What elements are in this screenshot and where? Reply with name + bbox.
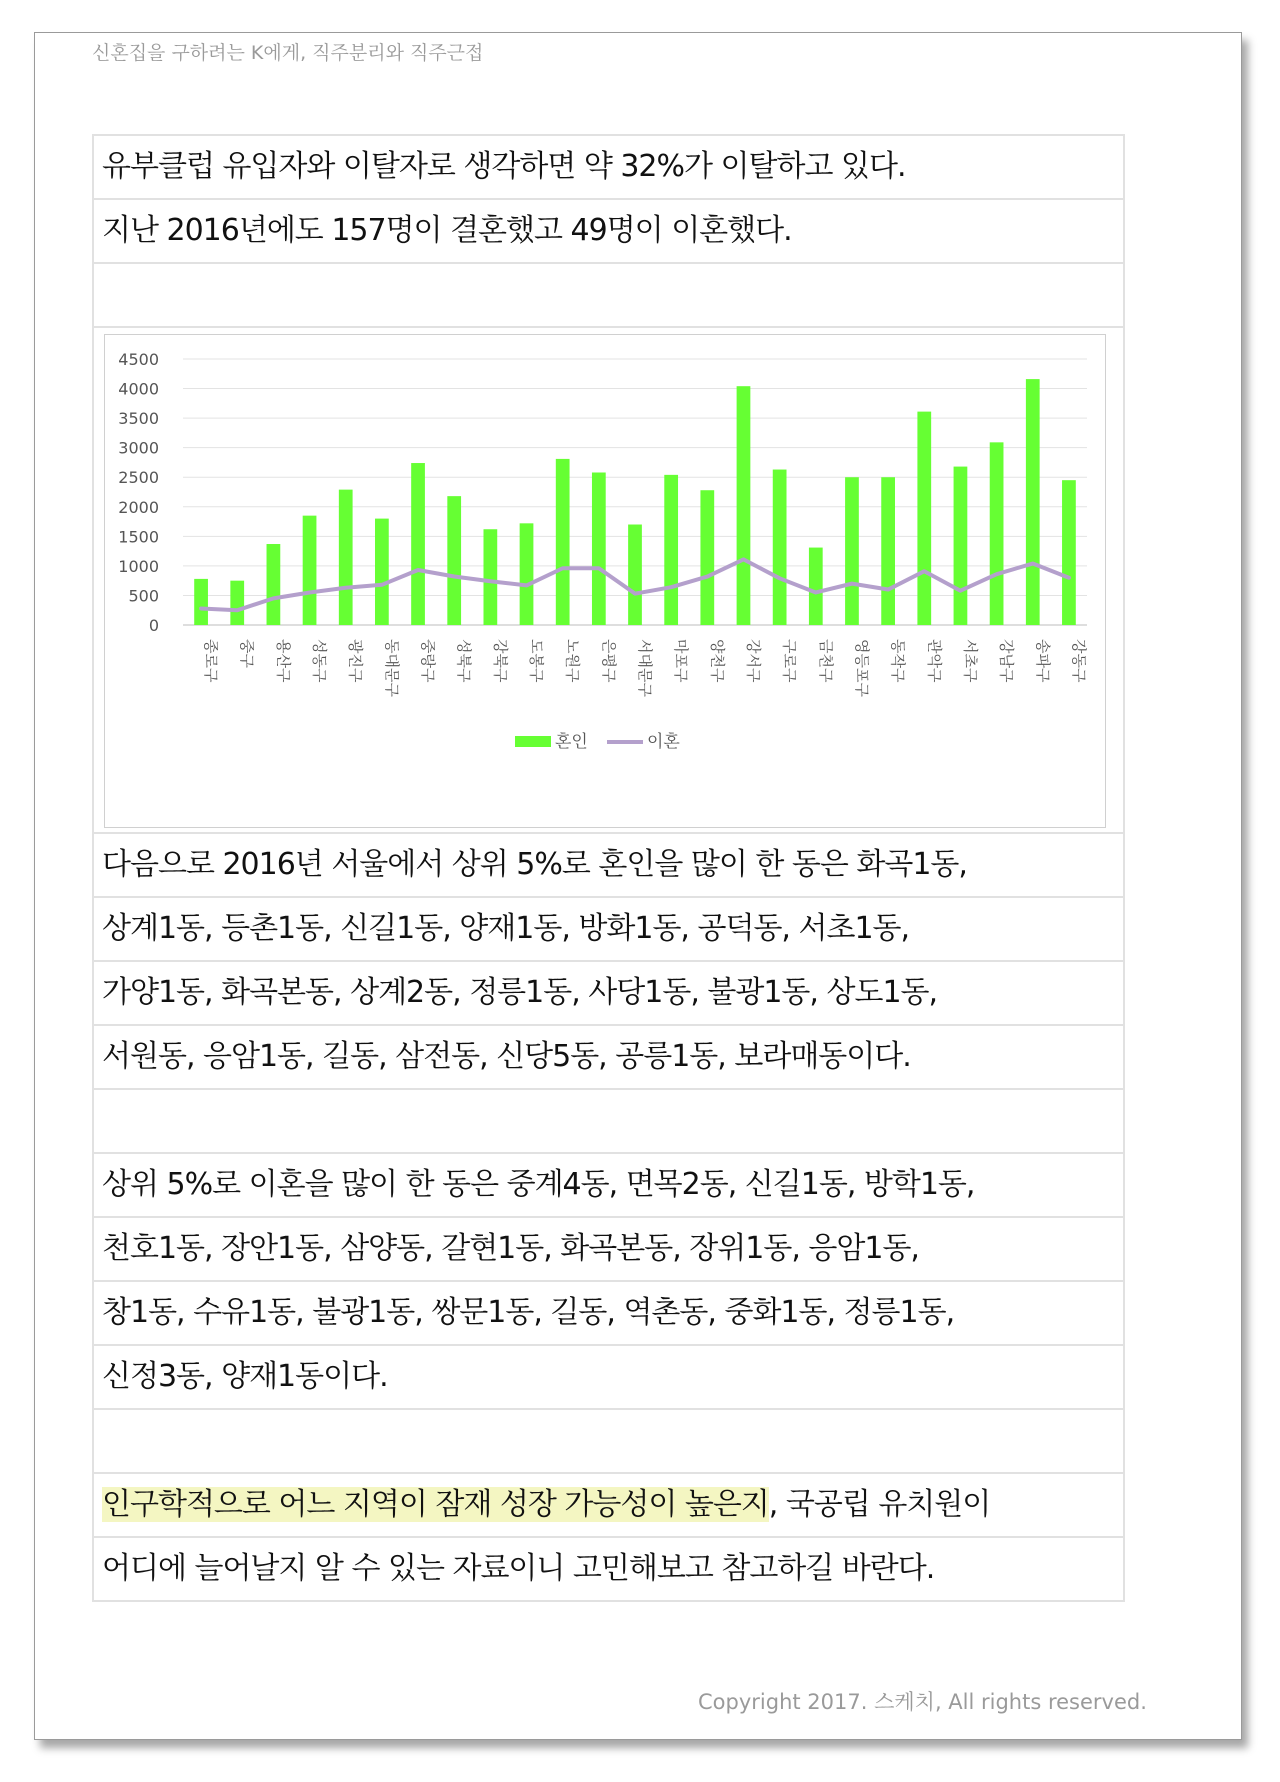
bar-혼인 xyxy=(447,496,461,625)
x-tick-label: 구로구 xyxy=(780,639,799,683)
y-tick-label: 0 xyxy=(148,616,159,635)
text-line: 유부클럽 유입자와 이탈자로 생각하면 약 32%가 이탈하고 있다. xyxy=(94,136,1123,200)
text-line: 신정3동, 양재1동이다. xyxy=(94,1346,1123,1410)
marriage-divorce-chart xyxy=(105,335,1105,827)
chart-row xyxy=(94,328,1123,834)
x-tick-label: 서대문구 xyxy=(636,639,654,697)
empty-row xyxy=(94,264,1123,328)
x-tick-label: 강남구 xyxy=(997,639,1016,683)
bar-혼인 xyxy=(194,579,208,625)
bar-혼인 xyxy=(375,519,389,625)
y-tick-label: 500 xyxy=(128,586,159,606)
text-line: 상계1동, 등촌1동, 신길1동, 양재1동, 방화1동, 공덕동, 서초1동, xyxy=(94,898,1123,962)
y-tick-label: 4500 xyxy=(118,350,159,369)
x-tick-label: 노원구 xyxy=(563,639,582,683)
bar-혼인 xyxy=(267,544,281,625)
bar-혼인 xyxy=(483,529,497,625)
bar-혼인 xyxy=(556,459,570,625)
x-tick-label: 동작구 xyxy=(889,639,908,683)
legend-label-divorce: 이혼 xyxy=(647,732,680,752)
text-line: 상위 5%로 이혼을 많이 한 동은 중계4동, 면목2동, 신길1동, 방학1동, xyxy=(94,1154,1123,1218)
x-tick-label: 성북구 xyxy=(455,639,474,683)
page-header-title: 신혼집을 구하려는 K에게, 직주분리와 직주근접 xyxy=(92,42,484,64)
y-tick-label: 1500 xyxy=(118,527,159,547)
x-tick-label: 중구 xyxy=(238,639,257,668)
y-tick-label: 3000 xyxy=(118,438,159,458)
x-tick-label: 마포구 xyxy=(672,639,691,683)
bar-혼인 xyxy=(339,490,353,625)
bar-혼인 xyxy=(664,475,678,625)
x-tick-label: 중랑구 xyxy=(419,639,438,683)
x-tick-label: 강동구 xyxy=(1069,639,1088,683)
y-tick-label: 1000 xyxy=(118,556,159,576)
x-tick-label: 성동구 xyxy=(310,639,329,683)
legend-label-marriage: 혼인 xyxy=(555,732,588,752)
bar-혼인 xyxy=(700,490,714,625)
content-table xyxy=(92,134,1125,1602)
text-line: 창1동, 수유1동, 불광1동, 쌍문1동, 길동, 역촌동, 중화1동, 정릉1동, xyxy=(94,1282,1123,1346)
x-tick-label: 동대문구 xyxy=(382,639,401,697)
bar-혼인 xyxy=(773,470,787,625)
bar-혼인 xyxy=(990,442,1004,625)
bar-혼인 xyxy=(303,516,317,625)
bar-혼인 xyxy=(592,472,606,625)
y-tick-label: 3500 xyxy=(118,409,159,429)
text-line: 지난 2016년에도 157명이 결혼했고 49명이 이혼했다. xyxy=(94,200,1123,264)
x-tick-label: 도봉구 xyxy=(527,639,546,683)
x-tick-label: 양천구 xyxy=(708,639,727,683)
bar-혼인 xyxy=(881,477,895,625)
empty-row xyxy=(94,1410,1123,1474)
x-tick-label: 강서구 xyxy=(744,639,763,683)
bar-혼인 xyxy=(917,412,931,625)
x-tick-label: 영등포구 xyxy=(852,639,871,697)
bar-혼인 xyxy=(411,463,425,625)
bar-혼인 xyxy=(1062,480,1076,625)
text-span: , 국공립 유치원이 xyxy=(768,1487,991,1522)
highlighted-text: 인구학적으로 어느 지역이 잠재 성장 가능성이 높은지 xyxy=(102,1487,769,1522)
bar-혼인 xyxy=(954,467,968,625)
x-tick-label: 서초구 xyxy=(961,639,980,683)
text-line: 천호1동, 장안1동, 삼양동, 갈현1동, 화곡본동, 장위1동, 응암1동, xyxy=(94,1218,1123,1282)
copyright-footer: Copyright 2017. 스케치, All rights reserved. xyxy=(698,1690,1147,1714)
x-tick-label: 금천구 xyxy=(816,639,835,683)
bar-혼인 xyxy=(809,548,823,625)
text-line xyxy=(94,1474,1123,1538)
bar-혼인 xyxy=(230,581,244,625)
x-tick-label: 관악구 xyxy=(925,639,944,683)
x-tick-label: 강북구 xyxy=(491,639,510,683)
legend-swatch-marriage xyxy=(515,736,551,747)
x-tick-label: 용산구 xyxy=(274,639,293,683)
bar-혼인 xyxy=(1026,379,1040,625)
x-tick-label: 종로구 xyxy=(202,639,221,683)
x-tick-label: 광진구 xyxy=(346,639,365,683)
text-line: 서원동, 응암1동, 길동, 삼전동, 신당5동, 공릉1동, 보라매동이다. xyxy=(94,1026,1123,1090)
text-line: 어디에 늘어날지 알 수 있는 자료이니 고민해보고 참고하길 바란다. xyxy=(94,1538,1123,1602)
bar-혼인 xyxy=(737,386,751,625)
text-line: 가양1동, 화곡본동, 상계2동, 정릉1동, 사당1동, 불광1동, 상도1동, xyxy=(94,962,1123,1026)
bar-혼인 xyxy=(520,523,534,625)
chart-container xyxy=(104,334,1106,828)
bar-혼인 xyxy=(845,477,859,625)
bar-혼인 xyxy=(628,525,642,625)
empty-row xyxy=(94,1090,1123,1154)
y-tick-label: 2500 xyxy=(118,468,159,488)
y-tick-label: 2000 xyxy=(118,497,159,517)
text-line: 다음으로 2016년 서울에서 상위 5%로 혼인을 많이 한 동은 화곡1동, xyxy=(94,834,1123,898)
y-tick-label: 4000 xyxy=(118,379,159,399)
x-tick-label: 은평구 xyxy=(599,639,618,683)
x-tick-label: 송파구 xyxy=(1033,639,1052,683)
